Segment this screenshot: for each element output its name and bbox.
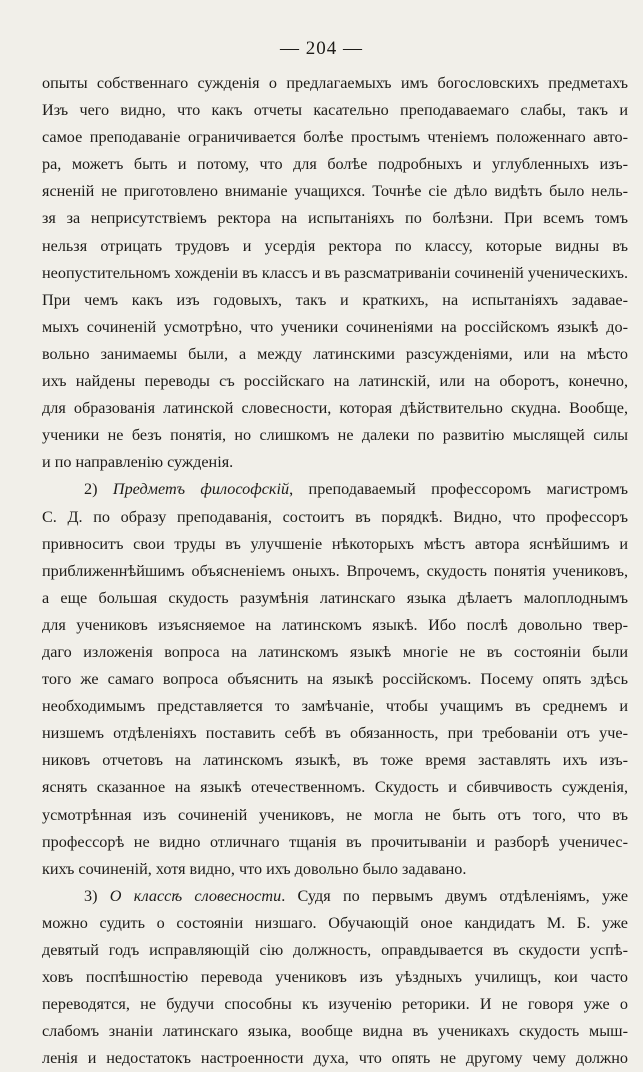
text-line: того же самаго вопроса объяснить на языкѣ россійскомъ. Посему опять здѣсь bbox=[42, 670, 628, 689]
text-line: нельзя отрицать трудовъ и усердія ректора по классу, которые видны въ bbox=[42, 236, 628, 255]
section-number: 2) bbox=[84, 480, 98, 499]
text-line: опыты собственнаго сужденія о предлагаемыхъ имъ богословскихъ предметахъ bbox=[42, 74, 628, 92]
text-line: При чемъ какъ изъ годовыхъ, такъ и краткихъ, на испытаніяхъ задавае- bbox=[42, 290, 628, 309]
text-line: девятый годъ исправляющій сію должность, оправдывается въ скудости успѣ- bbox=[42, 941, 628, 959]
text-line: для образованія латинской словесности, которая дѣйствительно скудна. Вообще, bbox=[42, 399, 628, 418]
text-line: привноситъ свои труды въ улучшеніе нѣкоторыхъ мѣстъ автора яснѣйшимъ и bbox=[42, 534, 628, 553]
text-line: С. Д. по образу преподаванія, состоитъ въ порядкѣ. Видно, что профессоръ bbox=[42, 507, 628, 526]
text-line: ученики не безъ понятія, но слишкомъ не далеки по развитію мыслящей силы bbox=[42, 426, 628, 445]
paragraph-2 bbox=[42, 476, 628, 882]
text-line: слабомъ знаніи латинскаго языка, вообще видна въ ученикахъ скудость мыш- bbox=[42, 1022, 628, 1041]
text-line: приближеннѣйшимъ объясненіемъ оныхъ. Впрочемъ, скудость понятія учениковъ, bbox=[42, 561, 628, 580]
section-heading: Предметъ философскій bbox=[112, 480, 290, 499]
text-line: а еще большая скудость разумѣнія латинскаго языка дѣлаетъ малоплоднымъ bbox=[42, 588, 628, 607]
text-line: кихъ сочиненій, хотя видно, что ихъ довольно было задавано. bbox=[42, 859, 467, 878]
heading-continuation: , преподаваемый профессоромъ магистромъ bbox=[289, 480, 628, 499]
text-line: ясненій не приготовлено вниманіе учащихся. Точнѣе сіе дѣло видѣть было нель- bbox=[42, 182, 628, 201]
text-line: вольно занимаемы были, а между латинскими разсужденіями, или на мѣсто bbox=[42, 344, 628, 363]
page-number: — 204 — bbox=[280, 38, 363, 59]
text-line: никовъ отчетовъ на латинскомъ языкѣ, въ тоже время заставлять ихъ изъ- bbox=[42, 751, 628, 770]
text-line: зя за неприсутствіемъ ректора на испытаніяхъ по болѣзни. При всемъ томъ bbox=[42, 209, 628, 228]
text-line: ховъ поспѣшностію перевода учениковъ изъ уѣздныхъ училищъ, кои часто bbox=[42, 968, 628, 987]
text-line: профессорѣ не видно отличнаго тщанія въ прочитываніи и разборѣ ученичес- bbox=[42, 832, 628, 851]
text-line: самое преподаваніе ограничивается болѣе простымъ чтеніемъ положеннаго авто- bbox=[42, 128, 628, 147]
text-line: ихъ найдены переводы съ россійскаго на латинскій, или на оборотъ, конечно, bbox=[42, 372, 628, 391]
text-line: и по направленію сужденія. bbox=[42, 453, 234, 472]
text-line: переводятся, не будучи способны къ изученію реторики. И не говоря уже о bbox=[42, 995, 628, 1014]
text-line bbox=[42, 476, 628, 503]
text-line: ра, можетъ быть и потому, что для болѣе подробныхъ и углубленныхъ изъ- bbox=[42, 155, 628, 174]
text-line: можно судить о состояніи низшаго. Обучающій оное кандидатъ М. Б. уже bbox=[42, 913, 628, 932]
text-line: яснять сказанное на языкѣ отечественномъ. Скудость и сбивчивость сужденія, bbox=[42, 778, 628, 797]
text-line: ленія и недостатокъ настроенности духа, что опять не другому чему должно bbox=[42, 1049, 628, 1068]
text-line: низшемъ отдѣленіяхъ поставить себѣ въ обязанность, при требованіи отъ уче- bbox=[42, 724, 628, 743]
heading-continuation: . Судя по первымъ двумъ отдѣленіямъ, уже bbox=[281, 886, 628, 905]
page-body bbox=[42, 70, 628, 1072]
text-line: даго изложенія вопроса на латинскомъ языкѣ многіе не въ состояніи были bbox=[42, 642, 628, 661]
text-line: для учениковъ изъясняемое на латинскомъ языкѣ. Ибо послѣ довольно твер- bbox=[42, 615, 628, 634]
text-line: мыхъ сочиненій усмотрѣно, что ученики сочиненіями на россійскомъ языкѣ до- bbox=[42, 317, 628, 336]
text-line bbox=[42, 883, 628, 910]
section-number: 3) bbox=[84, 886, 98, 905]
text-line: Изъ чего видно, что какъ отчеты касательно преподаваемаго слабы, такъ и bbox=[42, 101, 628, 120]
text-line: усмотрѣнная изъ сочиненій учениковъ, не могла не быть отъ того, что въ bbox=[42, 805, 628, 824]
text-line: неопустительномъ хожденіи въ классъ и въ разсматриваніи сочиненій ученическихъ. bbox=[42, 263, 628, 282]
section-heading: О классѣ словесности bbox=[109, 886, 282, 905]
paragraph-3 bbox=[42, 883, 628, 1072]
text-line: необходимымъ представляется то замѣчаніе, чтобы учащимъ въ среднемъ и bbox=[42, 697, 628, 716]
paragraph-1 bbox=[42, 70, 628, 476]
